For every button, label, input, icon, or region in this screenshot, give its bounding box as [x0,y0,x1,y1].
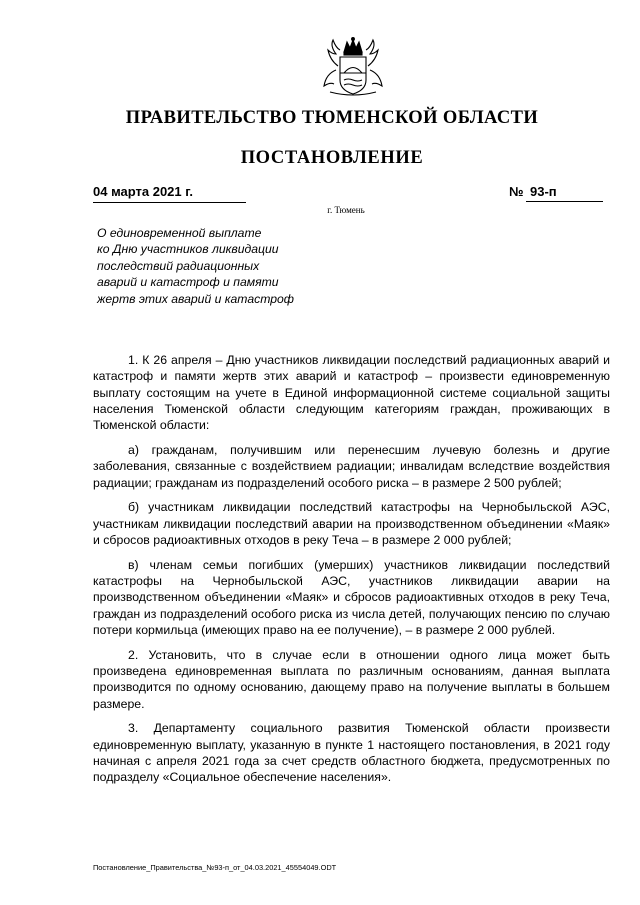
subject-line: жертв этих аварий и катастроф [97,291,294,306]
number-value: 93-п [526,184,603,202]
city-label: г. Тюмень [327,205,365,215]
document-date: 04 марта 2021 г. [93,184,246,203]
paragraph-1a: а) гражданам, получившим или перенесшим лучевую болезнь и другие заболевания, связанные с воздействием радиации; инвалидам вследствие воздействия радиации; гражданам из подразделений особого риска – в размере 2 500 рублей; [93,442,610,490]
paragraph-1c: в) членам семьи погибших (умерших) участников ликвидации последствий катастрофы на Чернобыльской АЭС, участников ликвидации аварии на производственном объединении «Маяк» и сбросов радиоактивных отходов в реку Теча, граждан из подразделений особого риска из числа детей, получающих пенсию по случаю потери кормильца (имеющих право на ее получение), – в размере 2 000 рублей. [93,557,610,637]
tyumen-region-coat-of-arms-icon [300,36,406,96]
subject-line: последствий радиационных [97,258,260,273]
file-footer: Постановление_Правительства_№93-п_от_04.03.2021_45554049.ODT [93,863,337,872]
paragraph-3: 3. Департаменту социального развития Тюменской области произвести единовременную выплату, указанную в пункте 1 настоящего постановления, в 2021 году начиная с апреля 2021 года за счет средств областного бюджета, предусмотренных по подразделу «Социальное обеспечение населения». [93,721,610,785]
document-type-title: ПОСТАНОВЛЕНИЕ [240,148,424,168]
subject-line: аварий и катастроф и памяти [97,275,279,290]
document-number [509,184,603,202]
government-title: ПРАВИТЕЛЬСТВО ТЮМЕНСКОЙ ОБЛАСТИ [125,108,539,128]
paragraph-1b: б) участникам ликвидации последствий катастрофы на Чернобыльской АЭС, участникам ликвидации последствий аварии на производственном объединении «Маяк» и сбросов радиоактивных отходов в реку Теча – в размере 2 000 рублей; [93,500,610,547]
document-body [93,352,610,794]
paragraph-1: 1. К 26 апреля – Дню участников ликвидации последствий радиационных аварий и катастроф и памяти жертв этих аварий и катастроф – произвести единовременную выплату состоящим на учете в Единой информационной системе социальной защиты населения Тюменской области следующим категориям граждан, проживающих в Тюменской области: [93,353,610,433]
document-subject [97,225,377,307]
subject-line: ко Дню участников ликвидации [97,242,279,257]
subject-line: О единовременной выплате [97,226,262,240]
paragraph-2: 2. Установить, что в случае если в отношении одного лица может быть произведена единовременная выплата по различным основаниям, данная выплата производится по одному основанию, дающему право на получение выплаты в большем размере. [93,647,610,711]
number-label: № [509,184,524,199]
